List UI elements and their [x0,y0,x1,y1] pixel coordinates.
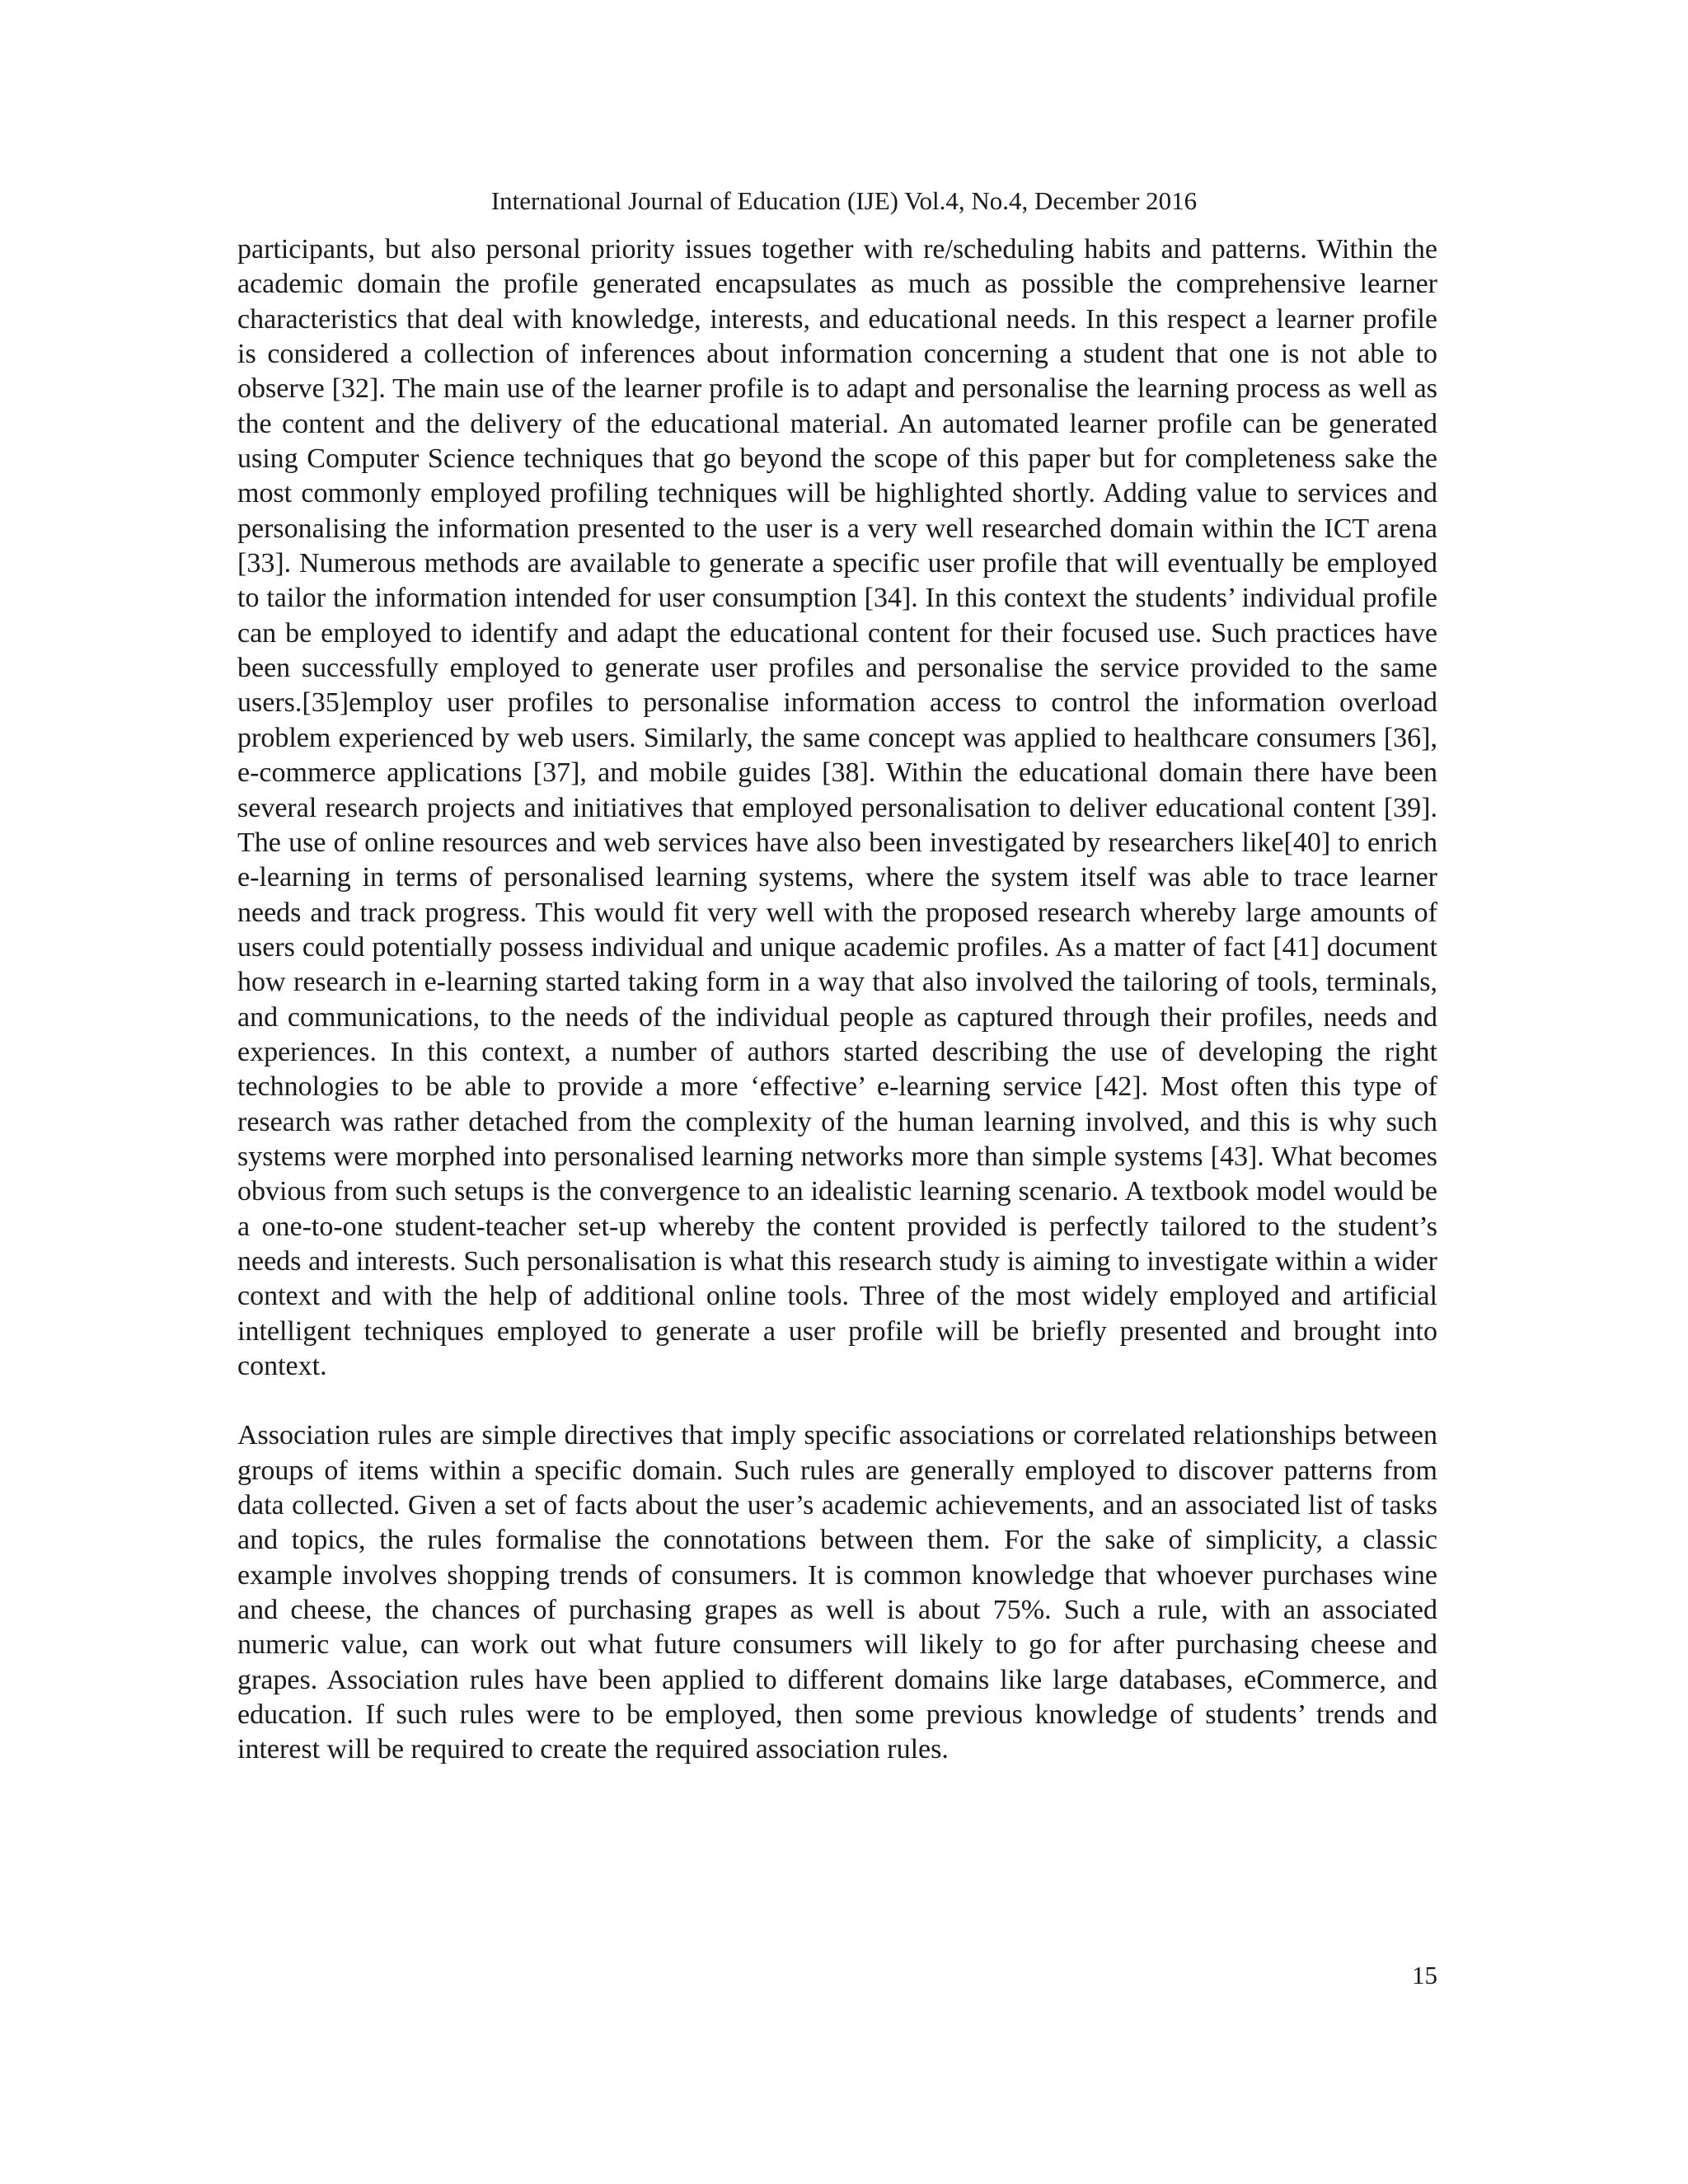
paragraph-association-rules: Association rules are simple directives that imply specific associations or correlated relationships between groups of items within a specific domain. Such rules are generally employed to discover patterns from data collected. Given a set of facts about the user’s academic achievements, and an associated list of tasks and topics, the rules formalise the connotations between them. For the sake of simplicity, a classic example involves shopping trends of consumers. It is common knowledge that whoever purchases wine and cheese, the chances of purchasing grapes as well is about 75%. Such a rule, with an associated numeric value, can work out what future consumers will likely to go for after purchasing cheese and grapes. Association rules have been applied to different domains like large databases, eCommerce, and education. If such rules were to be employed, then some previous knowledge of students’ trends and interest will be required to create the required association rules. [237,1420,1437,1765]
running-header: International Journal of Education (IJE) Vol.4, No.4, December 2016 [490,186,1198,215]
page-number: 15 [1412,1961,1437,1990]
body-text [237,232,1437,1768]
paragraph-learner-profiles: participants, but also personal priority issues together with re/scheduling habits and patterns. Within the academic domain the profile generated encapsulates as much as possible the comprehensive learner characteristics that deal with knowledge, interests, and educational needs. In this respect a learner profile is considered a collection of inferences about information concerning a student that one is not able to observe [32]. The main use of the learner profile is to adapt and personalise the learning process as well as the content and the delivery of the educational material. An automated learner profile can be generated using Computer Science techniques that go beyond the scope of this paper but for completeness sake the most commonly employed profiling techniques will be highlighted shortly. Adding value to services and personalising the information presented to the user is a very well researched domain within the ICT arena [33]. Numerous methods are available to generate a specific user profile that will eventually be employed to tailor the information intended for user consumption [34]. In this context the students’ individual profile can be employed to identify and adapt the educational content for their focused use. Such practices have been successfully employed to generate user profiles and personalise the service provided to the same users.[35]employ user profiles to personalise information access to control the information overload problem experienced by web users. Similarly, the same concept was applied to healthcare consumers [36], e-commerce applications [37], and mobile guides [38]. Within the educational domain there have been several research projects and initiatives that employed personalisation to deliver educational content [39]. The use of online resources and web services have also been investigated by researchers like[40] to enrich e-learning in terms of personalised learning systems, where the system itself was able to trace learner needs and track progress. This would fit very well with the proposed research whereby large amounts of users could potentially possess individual and unique academic profiles. As a matter of fact [41] document how research in e-learning started taking form in a way that also involved the tailoring of tools, terminals, and communications, to the needs of the individual people as captured through their profiles, needs and experiences. In this context, a number of authors started describing the use of developing the right technologies to be able to provide a more ‘effective’ e-learning service [42]. Most often this type of research was rather detached from the complexity of the human learning involved, and this is why such systems were morphed into personalised learning networks more than simple systems [43]. What becomes obvious from such setups is the convergence to an idealistic learning scenario. A textbook model would be a one-to-one student-teacher set-up whereby the content provided is perfectly tailored to the student’s needs and interests. Such personalisation is what this research study is aiming to investigate within a wider context and with the help of additional online tools. Three of the most widely employed and artificial intelligent techniques employed to generate a user profile will be briefly presented and brought into context. [237,234,1437,1381]
